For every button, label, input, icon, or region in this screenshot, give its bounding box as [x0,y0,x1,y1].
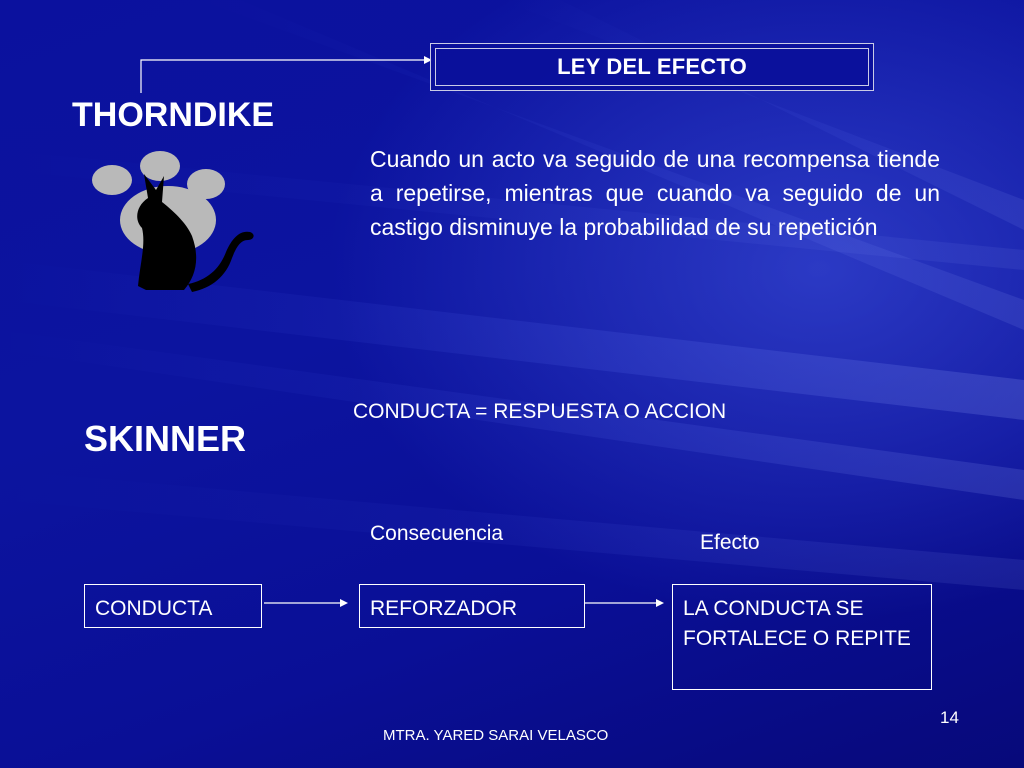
skinner-label: SKINNER [84,418,247,459]
title-box [430,43,874,91]
thorndike-label: THORNDIKE [72,96,275,134]
slide-title: LEY DEL EFECTO [557,54,747,79]
effect-label: Efecto [700,531,760,554]
flow-box-result: LA CONDUCTA SE FORTALECE O REPITE [672,584,932,690]
consequence-label: Consecuencia [370,522,504,545]
conduct-equation: CONDUCTA = RESPUESTA O ACCION [353,400,727,423]
footer-author: MTRA. YARED SARAI VELASCO [383,727,609,744]
law-of-effect-definition: Cuando un acto va seguido de una recompensa tiende a repetirse, mientras que cuando va seguido de un castigo disminuye la probabilidad de su repetición [370,146,940,240]
cat-paw-icon [88,148,260,294]
page-number: 14 [940,708,959,727]
flow-box-reforzador: REFORZADOR [359,584,585,628]
flow-box-conducta: CONDUCTA [84,584,262,628]
